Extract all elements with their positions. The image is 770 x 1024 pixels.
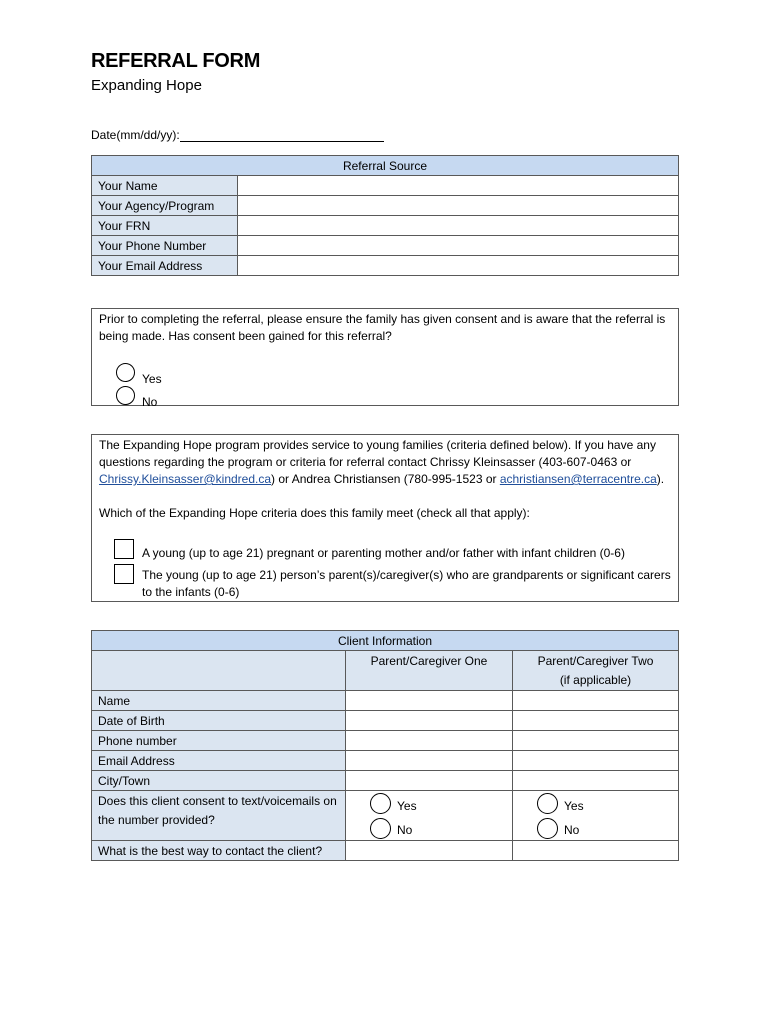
client-one-consent-no-option[interactable]: [370, 818, 512, 839]
consent-text: Prior to completing the referral, please ensure the family has given consent and is aware that the referral is being made. Has consent been gained for this referral?: [99, 312, 666, 343]
client-two-phone-input[interactable]: [513, 731, 679, 751]
referral-source-heading: Referral Source: [92, 156, 679, 176]
client-two-dob-input[interactable]: [513, 711, 679, 731]
client-phone-label: Phone number: [92, 731, 346, 751]
frn-label: Your FRN: [92, 216, 238, 236]
client-information-heading: Client Information: [92, 631, 679, 651]
client-one-email-input[interactable]: [346, 751, 513, 771]
chrissy-email-link[interactable]: Chrissy.Kleinsasser@kindred.ca: [99, 472, 272, 486]
phone-number-input[interactable]: [238, 236, 679, 256]
client-name-label: Name: [92, 691, 346, 711]
consent-no-label: No: [142, 395, 158, 409]
your-name-label: Your Name: [92, 176, 238, 196]
email-address-label: Your Email Address: [92, 256, 238, 276]
client-two-contact-method-input[interactable]: [513, 841, 679, 861]
client-two-text-consent: [513, 791, 679, 841]
client-one-name-input[interactable]: [346, 691, 513, 711]
frn-input[interactable]: [238, 216, 679, 236]
client-one-consent-yes-option[interactable]: [370, 792, 512, 815]
client-one-consent-no-radio[interactable]: [370, 818, 391, 839]
client-one-consent-yes-radio[interactable]: [370, 793, 391, 814]
referral-source-table: [91, 155, 679, 276]
client-two-name-input[interactable]: [513, 691, 679, 711]
parent-two-title: Parent/Caregiver Two: [537, 654, 654, 668]
form-subtitle: Expanding Hope: [91, 77, 202, 94]
client-two-consent-yes-label: Yes: [564, 799, 584, 813]
client-one-contact-method-input[interactable]: [346, 841, 513, 861]
date-input-line[interactable]: [180, 129, 384, 142]
consent-box: [91, 308, 679, 406]
agency-program-label: Your Agency/Program: [92, 196, 238, 216]
criteria-option-2-checkbox[interactable]: [114, 564, 134, 584]
consent-no-option[interactable]: [116, 381, 157, 409]
client-one-city-input[interactable]: [346, 771, 513, 791]
client-contact-method-label: What is the best way to contact the client?: [92, 841, 346, 861]
email-address-input[interactable]: [238, 256, 679, 276]
client-two-consent-yes-option[interactable]: [537, 792, 678, 815]
criteria-question: Which of the Expanding Hope criteria does this family meet (check all that apply):: [99, 506, 530, 520]
client-two-city-input[interactable]: [513, 771, 679, 791]
client-two-consent-yes-radio[interactable]: [537, 793, 558, 814]
client-city-label: City/Town: [92, 771, 346, 791]
criteria-option-1-checkbox[interactable]: [114, 539, 134, 559]
client-one-dob-input[interactable]: [346, 711, 513, 731]
criteria-intro-part-3: ).: [656, 472, 665, 486]
andrea-email-link[interactable]: achristiansen@terracentre.ca: [499, 472, 657, 486]
parent-one-heading: Parent/Caregiver One: [346, 651, 513, 691]
client-email-label: Email Address: [92, 751, 346, 771]
criteria-option-1-label: A young (up to age 21) pregnant or parenting mother and/or father with infant children (0-6): [142, 546, 625, 560]
criteria-option-2-label: The young (up to age 21) person’s parent(s)/caregiver(s) who are grandparents or significant carers to the infants (0-6): [142, 568, 671, 599]
agency-program-input[interactable]: [238, 196, 679, 216]
criteria-intro-part-1: The Expanding Hope program provides service to young families (criteria defined below). If you have any questions regarding the program or criteria for referral contact Chrissy Kleinsasser (403-607-0463 or: [99, 438, 656, 469]
client-information-table: [91, 630, 679, 861]
client-dob-label: Date of Birth: [92, 711, 346, 731]
client-two-consent-no-option[interactable]: [537, 818, 678, 839]
client-one-consent-yes-label: Yes: [397, 799, 417, 813]
parent-two-heading: [513, 651, 679, 691]
client-one-phone-input[interactable]: [346, 731, 513, 751]
consent-yes-label: Yes: [142, 372, 162, 386]
client-two-email-input[interactable]: [513, 751, 679, 771]
client-two-consent-no-radio[interactable]: [537, 818, 558, 839]
phone-number-label: Your Phone Number: [92, 236, 238, 256]
criteria-option-1[interactable]: [114, 539, 674, 562]
parent-two-note: (if applicable): [559, 673, 632, 687]
client-text-consent-label: Does this client consent to text/voicemails on the number provided?: [92, 791, 346, 841]
client-info-corner: [92, 651, 346, 691]
criteria-intro: [92, 437, 678, 488]
client-two-consent-no-label: No: [564, 823, 580, 837]
consent-yes-radio[interactable]: [116, 363, 135, 382]
client-one-text-consent: [346, 791, 513, 841]
your-name-input[interactable]: [238, 176, 679, 196]
criteria-intro-part-2: ) or Andrea Christiansen (780-995-1523 or: [271, 472, 500, 486]
consent-no-radio[interactable]: [116, 386, 135, 405]
criteria-option-2[interactable]: [114, 564, 674, 601]
date-field: [91, 128, 384, 142]
form-title: REFERRAL FORM: [91, 50, 261, 72]
client-one-consent-no-label: No: [397, 823, 413, 837]
date-label: Date(mm/dd/yy):: [91, 128, 180, 142]
